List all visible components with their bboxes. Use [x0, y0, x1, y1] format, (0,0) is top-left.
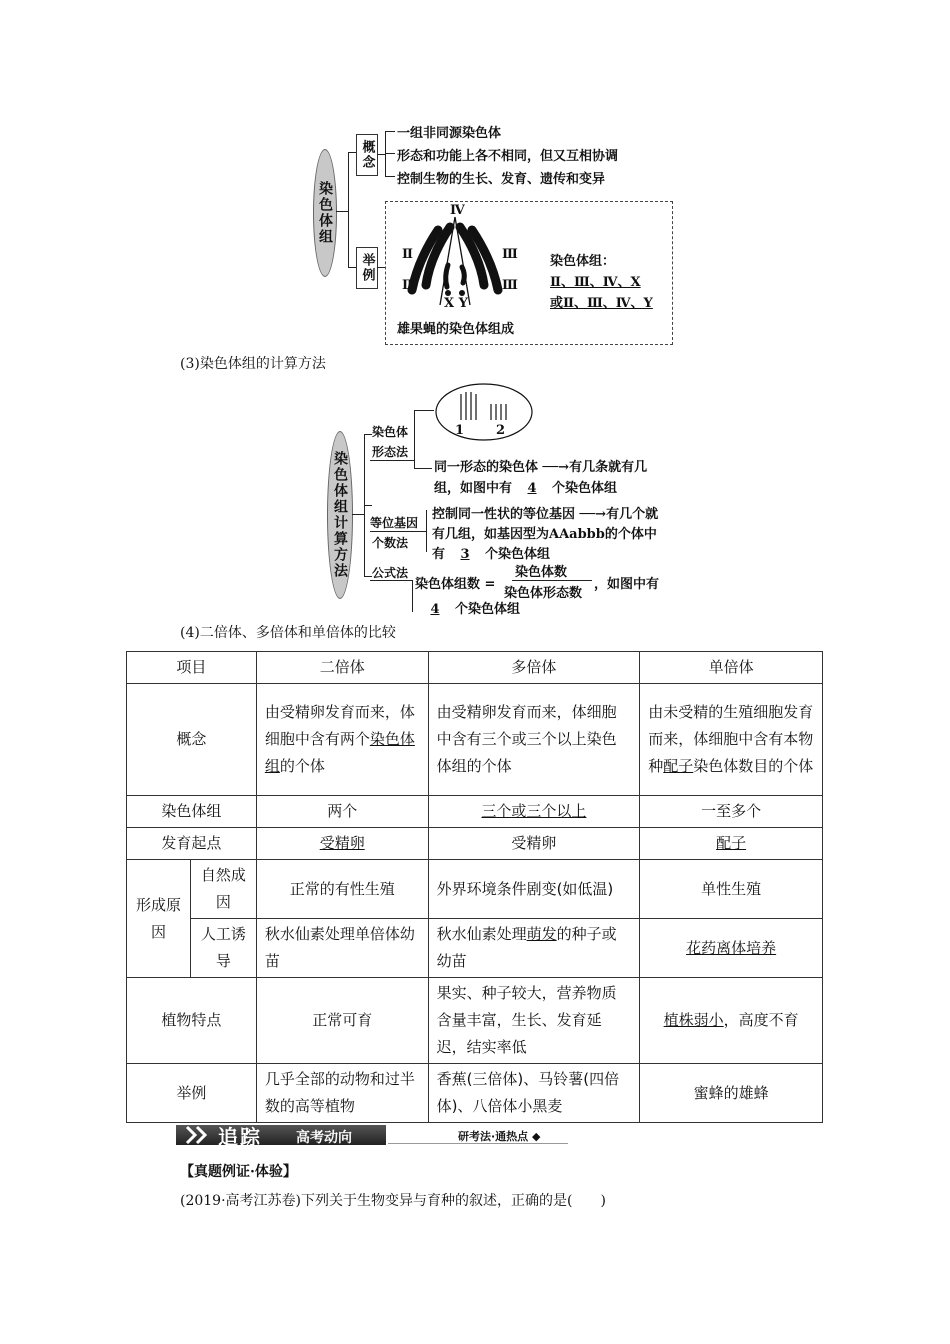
morph-text-2a: 组，如图中有	[434, 481, 513, 496]
formula-text-2	[415, 598, 520, 617]
fruitfly-caption: 雄果蝇的染色体组成	[397, 322, 515, 337]
concept-box: 概念	[356, 134, 378, 176]
concept-item-1: 一组非同源染色体	[397, 126, 502, 141]
cell-example-diploid: 几乎全部的动物和过半数的高等植物	[256, 1064, 428, 1123]
cell-concept-polyploid: 由受精卵发育而来，体细胞中含有三个或三个以上染色体组的个体	[428, 684, 640, 796]
morph-text-2	[434, 477, 617, 496]
cell-concept-diploid: 由受精卵发育而来，体细胞中含有两个染色体组的个体	[256, 684, 428, 796]
ploidy-comparison-table	[126, 651, 823, 1123]
table-row-concept	[127, 684, 823, 796]
set-description-1: 染色体组：	[550, 254, 616, 269]
banner-subtitle: 高考动向	[296, 1130, 352, 1146]
roman-III-upper: Ⅲ	[502, 247, 518, 262]
formula-method-label: 公式法	[372, 566, 409, 580]
concept-item-2: 形态和功能上各不相同，但又互相协调	[397, 149, 619, 164]
banner-title: 追踪	[218, 1125, 262, 1149]
exam-question: (2019·高考江苏卷)下列关于生物变异与育种的叙述，正确的是( )	[180, 1193, 606, 1209]
allele-text-3	[432, 543, 550, 562]
formula-text-2b: 个染色体组	[455, 602, 521, 617]
allele-text-3b: 个染色体组	[485, 547, 551, 562]
morph-method-label-2: 形态法	[372, 445, 409, 459]
chromosome-set-oval: 染色体组	[313, 149, 337, 277]
morph-blank: 4	[527, 481, 537, 496]
xy-label: X Y	[444, 296, 468, 311]
allele-method-label-1: 等位基因	[370, 516, 419, 530]
cell-artificial-haploid: 花药离体培养	[640, 919, 823, 978]
allele-method-label-2: 个数法	[372, 536, 409, 550]
set-description-3: 或Ⅱ、Ⅲ、Ⅳ、Y	[550, 296, 653, 311]
row-label-cause: 形成原因	[127, 860, 191, 978]
row-label-natural: 自然成因	[190, 860, 256, 919]
cell-natural-haploid: 单性生殖	[640, 860, 823, 919]
roman-II-upper: Ⅱ	[402, 247, 413, 262]
morph-text-2b: 个染色体组	[552, 481, 618, 496]
table-header-row	[127, 652, 823, 684]
cell-natural-polyploid: 外界环境条件剧变(如低温)	[428, 860, 640, 919]
formula-numerator: 染色体数	[515, 565, 568, 580]
row-label-artificial: 人工诱导	[190, 919, 256, 978]
example-box: 举例	[356, 247, 378, 289]
allele-text-2: 有几组，如基因型为AAabbb的个体中	[432, 527, 657, 542]
cell-plant-haploid: 植株弱小，高度不育	[640, 978, 823, 1064]
table-row-origin	[127, 828, 823, 860]
cell-sets-diploid: 两个	[256, 796, 428, 828]
formula-blank: 4	[430, 602, 440, 617]
cell-origin-polyploid: 受精卵	[428, 828, 640, 860]
cell-sets-haploid: 一至多个	[640, 796, 823, 828]
banner-right-text: 研考法·通热点 ◆	[458, 1130, 541, 1143]
cell-sets-polyploid: 三个或三个以上	[428, 796, 640, 828]
cell-plant-polyploid: 果实、种子较大，营养物质含量丰富，生长、发育延迟，结实率低	[428, 978, 640, 1064]
morph-method-label-1: 染色体	[372, 425, 409, 439]
header-item: 项目	[127, 652, 257, 684]
allele-blank: 3	[460, 547, 470, 562]
cell-concept-haploid: 由未受精的生殖细胞发育而来，体细胞中含有本物种配子染色体数目的个体	[640, 684, 823, 796]
formula-denominator: 染色体形态数	[504, 586, 583, 601]
cell-example-haploid: 蜜蜂的雄蜂	[640, 1064, 823, 1123]
cell-artificial-diploid: 秋水仙素处理单倍体幼苗	[256, 919, 428, 978]
exam-heading: 【真题例证·体验】	[180, 1164, 297, 1180]
row-label-example: 举例	[127, 1064, 257, 1123]
row-label-origin: 发育起点	[127, 828, 257, 860]
allele-text-1: 控制同一性状的等位基因 ──→有几个就	[432, 507, 659, 522]
set-description-2: Ⅱ、Ⅲ、Ⅳ、X	[550, 275, 641, 290]
roman-IV: Ⅳ	[450, 203, 465, 218]
allele-text-3a: 有	[432, 547, 446, 562]
header-diploid: 二倍体	[256, 652, 428, 684]
table-row-sets	[127, 796, 823, 828]
table-row-natural	[127, 860, 823, 919]
double-chevron-icon	[184, 1125, 214, 1145]
cell-example-polyploid: 香蕉(三倍体)、马铃薯(四倍体)、八倍体小黑麦	[428, 1064, 640, 1123]
formula-lhs: 染色体组数 =	[415, 577, 496, 592]
section-banner	[176, 1121, 568, 1147]
cell-artificial-polyploid: 秋水仙素处理萌发的种子或幼苗	[428, 919, 640, 978]
section4-title: (4)二倍体、多倍体和单倍体的比较	[180, 625, 396, 641]
row-label-plant: 植物特点	[127, 978, 257, 1064]
section3-title: (3)染色体组的计算方法	[180, 356, 326, 372]
header-haploid: 单倍体	[640, 652, 823, 684]
row-label-concept: 概念	[127, 684, 257, 796]
chromosome-ellipse	[434, 382, 534, 442]
table-row-artificial	[127, 919, 823, 978]
calc-methods-oval: 染色体组计算方法	[327, 431, 353, 599]
roman-III-lower: Ⅲ	[502, 278, 518, 293]
morph-text-1: 同一形态的染色体 ──→有几条就有几	[434, 460, 648, 475]
table-row-plant	[127, 978, 823, 1064]
cell-natural-diploid: 正常的有性生殖	[256, 860, 428, 919]
cell-plant-diploid: 正常可育	[256, 978, 428, 1064]
row-label-sets: 染色体组	[127, 796, 257, 828]
cell-origin-haploid: 配子	[640, 828, 823, 860]
ellipse-number-1: 1	[455, 423, 465, 438]
roman-II-lower: Ⅱ	[402, 278, 413, 293]
header-polyploid: 多倍体	[428, 652, 640, 684]
concept-item-3: 控制生物的生长、发育、遗传和变异	[397, 172, 606, 187]
table-row-example	[127, 1064, 823, 1123]
ellipse-number-2: 2	[496, 423, 506, 438]
formula-tail: ，如图中有	[594, 577, 660, 592]
cell-origin-diploid: 受精卵	[256, 828, 428, 860]
